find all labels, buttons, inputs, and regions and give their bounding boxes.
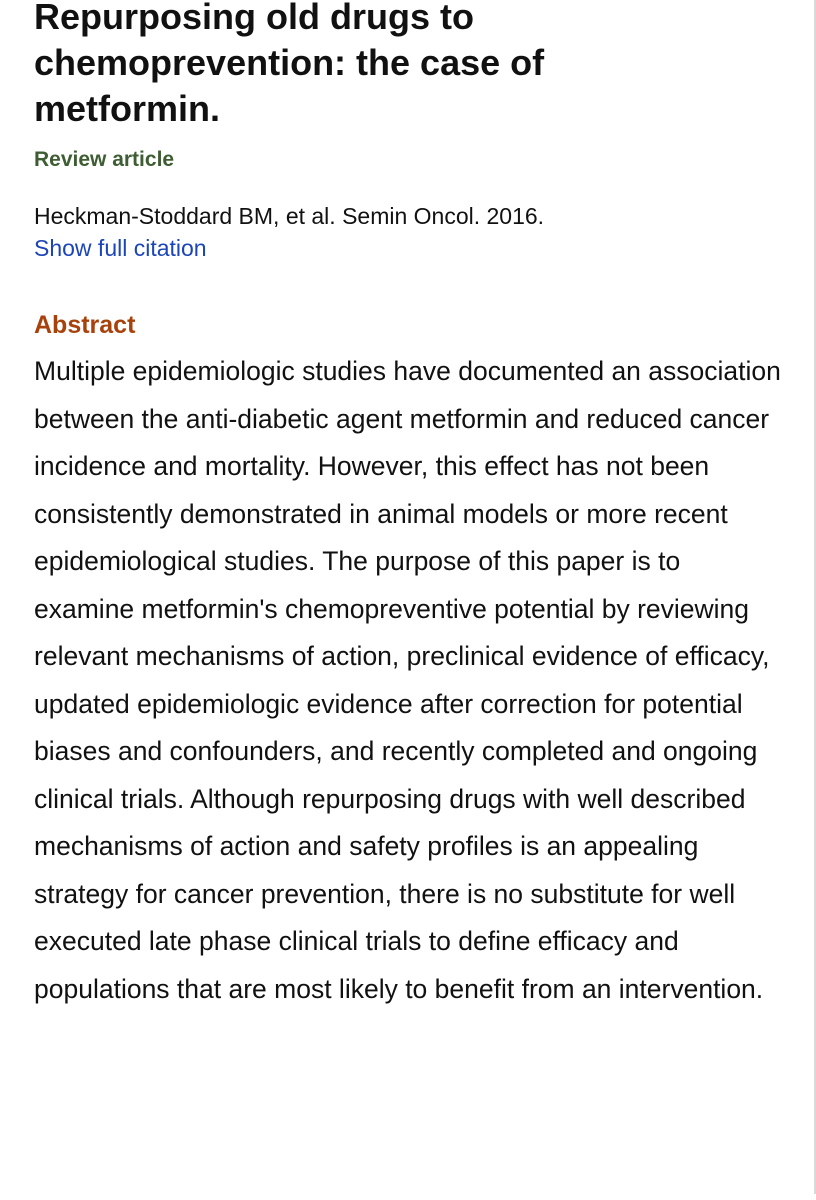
show-full-citation-link[interactable]: Show full citation — [34, 235, 207, 261]
abstract-heading: Abstract — [34, 311, 136, 339]
article-title: Repurposing old drugs to chemoprevention: the case of metformin. — [34, 0, 545, 129]
citation-text: Heckman-Stoddard BM, et al. Semin Oncol. 2016. — [34, 203, 545, 229]
article-type-label: Review article — [34, 148, 175, 171]
abstract-body: Multiple epidemiologic studies have documented an association between the anti-diabetic agent metformin and reduced cancer incidence and mortality. However, this effect has not been consistently demonstrated in animal models or more recent epidemiological studies. The purpose of this paper is to examine metformin's chemopreventive potential by reviewing relevant mechanisms of action, preclinical evidence of efficacy, updated epidemiologic evidence after correction for potential biases and confounders, and recently completed and ongoing clinical trials. Although repurposing drugs with well described mechanisms of action and safety profiles is an appealing strategy for cancer prevention, there is no substitute for well executed late phase clinical trials to define efficacy and populations that are most likely to benefit from an intervention. — [34, 356, 781, 1004]
